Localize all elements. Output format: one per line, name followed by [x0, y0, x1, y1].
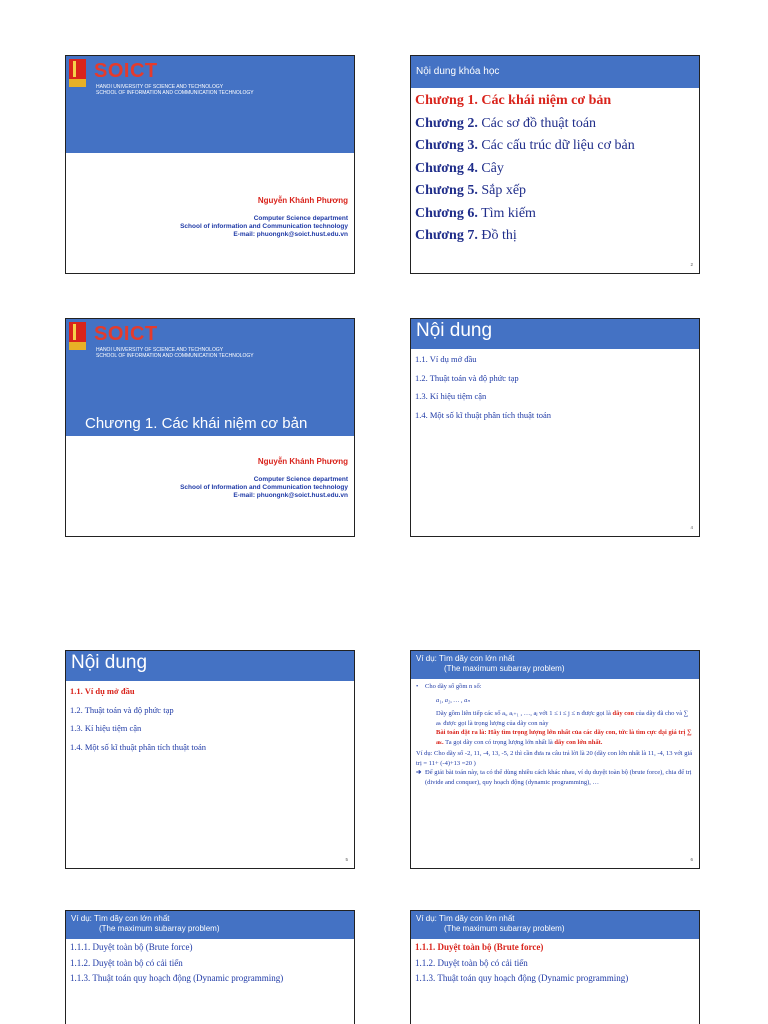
slide-2[interactable] [410, 55, 700, 274]
slide-5[interactable] [65, 650, 355, 869]
content-list [411, 939, 699, 988]
university-name: HANOI UNIVERSITY OF SCIENCE AND TECHNOLOGY SCHOOL OF INFORMATION AND COMMUNICATION TECHNOLOGY [96, 84, 254, 96]
page-number: 6 [690, 857, 693, 862]
content-list [66, 681, 354, 757]
slide-body [411, 679, 699, 787]
title-banner [66, 319, 354, 436]
author-block [180, 196, 348, 239]
slide-header: Nội dung [411, 319, 699, 349]
content-list [66, 939, 354, 988]
slide-header: Nội dung khóa học [411, 56, 699, 88]
slide-7[interactable] [65, 910, 355, 1024]
chapter-item: Chương 5. Sắp xếp [415, 183, 527, 198]
chapter-title: Chương 1. Các khái niệm cơ bản [85, 415, 308, 432]
slide-1[interactable] [65, 55, 355, 274]
list-item: 1.2. Thuật toán và độ phức tạp [70, 704, 174, 715]
list-item: 1.2. Thuật toán và độ phức tạp [415, 372, 519, 383]
chapter-item: Chương 6. Tìm kiếm [415, 205, 536, 221]
slide-4[interactable] [410, 318, 700, 537]
list-item: 1.1.3. Thuật toán quy hoạch động (Dynamic programming) [415, 973, 629, 983]
brand-logo: SOICT [94, 60, 158, 82]
problem-statement: Bài toán đặt ra là: Hãy tìm trọng lượng lớn nhất của các dãy con, tức là tìm cực đại giá trị ∑ aₖ. Ta gọi dãy con có trọng lượng lớn nhất là dãy con lớn nhất. [436, 729, 692, 746]
list-item: 1.4. Một số kĩ thuật phân tích thuật toán [70, 741, 206, 752]
department: Computer Science department [253, 476, 348, 483]
chapter-item: Chương 2. Các sơ đồ thuật toán [415, 115, 597, 131]
example-text: Ví dụ: Cho dãy số -2, 11, -4, 13, -5, 2 thì cần đưa ra câu trả lời là 20 (dãy con lớn nhất là 11, -4, 13 với giá trị = 11+ (-4)+13 =20 ) [416, 750, 693, 767]
slide-8[interactable] [410, 910, 700, 1024]
list-item: 1.1. Ví dụ mở đầu [70, 686, 135, 696]
university-logo-icon [69, 322, 86, 356]
author-block [180, 457, 348, 500]
list-item: 1.4. Một số kĩ thuật phân tích thuật toán [415, 409, 551, 420]
chapter-item: Chương 4. Cây [415, 160, 504, 176]
department: Computer Science department [253, 215, 348, 222]
list-item: 1.1. Ví dụ mở đầu [415, 354, 477, 364]
slide-6[interactable] [410, 650, 700, 869]
email: E-mail: phuongnk@soict.hust.edu.vn [233, 231, 348, 238]
university-name: HANOI UNIVERSITY OF SCIENCE AND TECHNOLOGY SCHOOL OF INFORMATION AND COMMUNICATION TECHNOLOGY [96, 347, 254, 359]
page-number: 2 [690, 262, 693, 267]
list-item: 1.3. Kí hiệu tiệm cận [415, 391, 487, 401]
chapter-item: Chương 3. Các cấu trúc dữ liệu cơ bản [415, 138, 635, 153]
list-item: 1.1.2. Duyệt toàn bộ có cải tiến [70, 957, 183, 968]
author-name: Nguyễn Khánh Phương [257, 196, 348, 205]
school: School of information and Communication technology [180, 223, 348, 230]
list-item: 1.3. Kí hiệu tiệm cận [70, 723, 142, 733]
page-number: 5 [345, 857, 348, 862]
sequence: a₁, a₂, … , aₙ [436, 696, 471, 704]
chapter-list [411, 88, 699, 250]
list-item: 1.1.2. Duyệt toàn bộ có cải tiến [415, 957, 528, 968]
slide-header: Nội dung [66, 651, 354, 681]
slide-3[interactable] [65, 318, 355, 537]
list-item: 1.1.1. Duyệt toàn bộ (Brute force) [415, 942, 544, 952]
content-list [411, 349, 699, 425]
school: School of Information and Communication technology [180, 484, 348, 491]
bullet-text: • Cho dãy số gồm n số: [416, 682, 694, 692]
course-title: Cấu trúc dữ liệu và thuật toán [85, 159, 283, 176]
chapter-item: Chương 7. Đồ thị [415, 228, 517, 243]
author-name: Nguyễn Khánh Phương [257, 457, 348, 466]
list-item: 1.1.1. Duyệt toàn bộ (Brute force) [70, 942, 193, 952]
email: E-mail: phuongnk@soict.hust.edu.vn [233, 492, 348, 499]
title-banner [66, 56, 354, 153]
slide-header: Ví dụ: Tìm dãy con lớn nhất (The maximum subarray problem) [411, 651, 699, 679]
brand-logo: SOICT [94, 323, 158, 345]
university-logo-icon [69, 59, 86, 93]
slide-header: Ví dụ: Tìm dãy con lớn nhất (The maximum subarray problem) [411, 911, 699, 939]
arrow-note: ➔ Để giải bài toán này, ta có thể dùng nhiều cách khác nhau, ví dụ duyệt toàn bộ (brute force), chia để trị (divide and conquer), quy hoạch động (dynamic programming), … [416, 768, 694, 787]
definition: Dãy gồm liên tiếp các số aᵢ, aᵢ₊₁ , …, aⱼ với 1 ≤ i ≤ j ≤ n được gọi là dãy con của dãy đã cho và ∑ aₖ được gọi là trọng lượng của dãy con này [436, 710, 689, 727]
page-number: 4 [690, 525, 693, 530]
chapter-item: Chương 1. Các khái niệm cơ bản [415, 93, 612, 108]
list-item: 1.1.3. Thuật toán quy hoạch động (Dynamic programming) [70, 973, 284, 983]
slide-header: Ví dụ: Tìm dãy con lớn nhất (The maximum subarray problem) [66, 911, 354, 939]
